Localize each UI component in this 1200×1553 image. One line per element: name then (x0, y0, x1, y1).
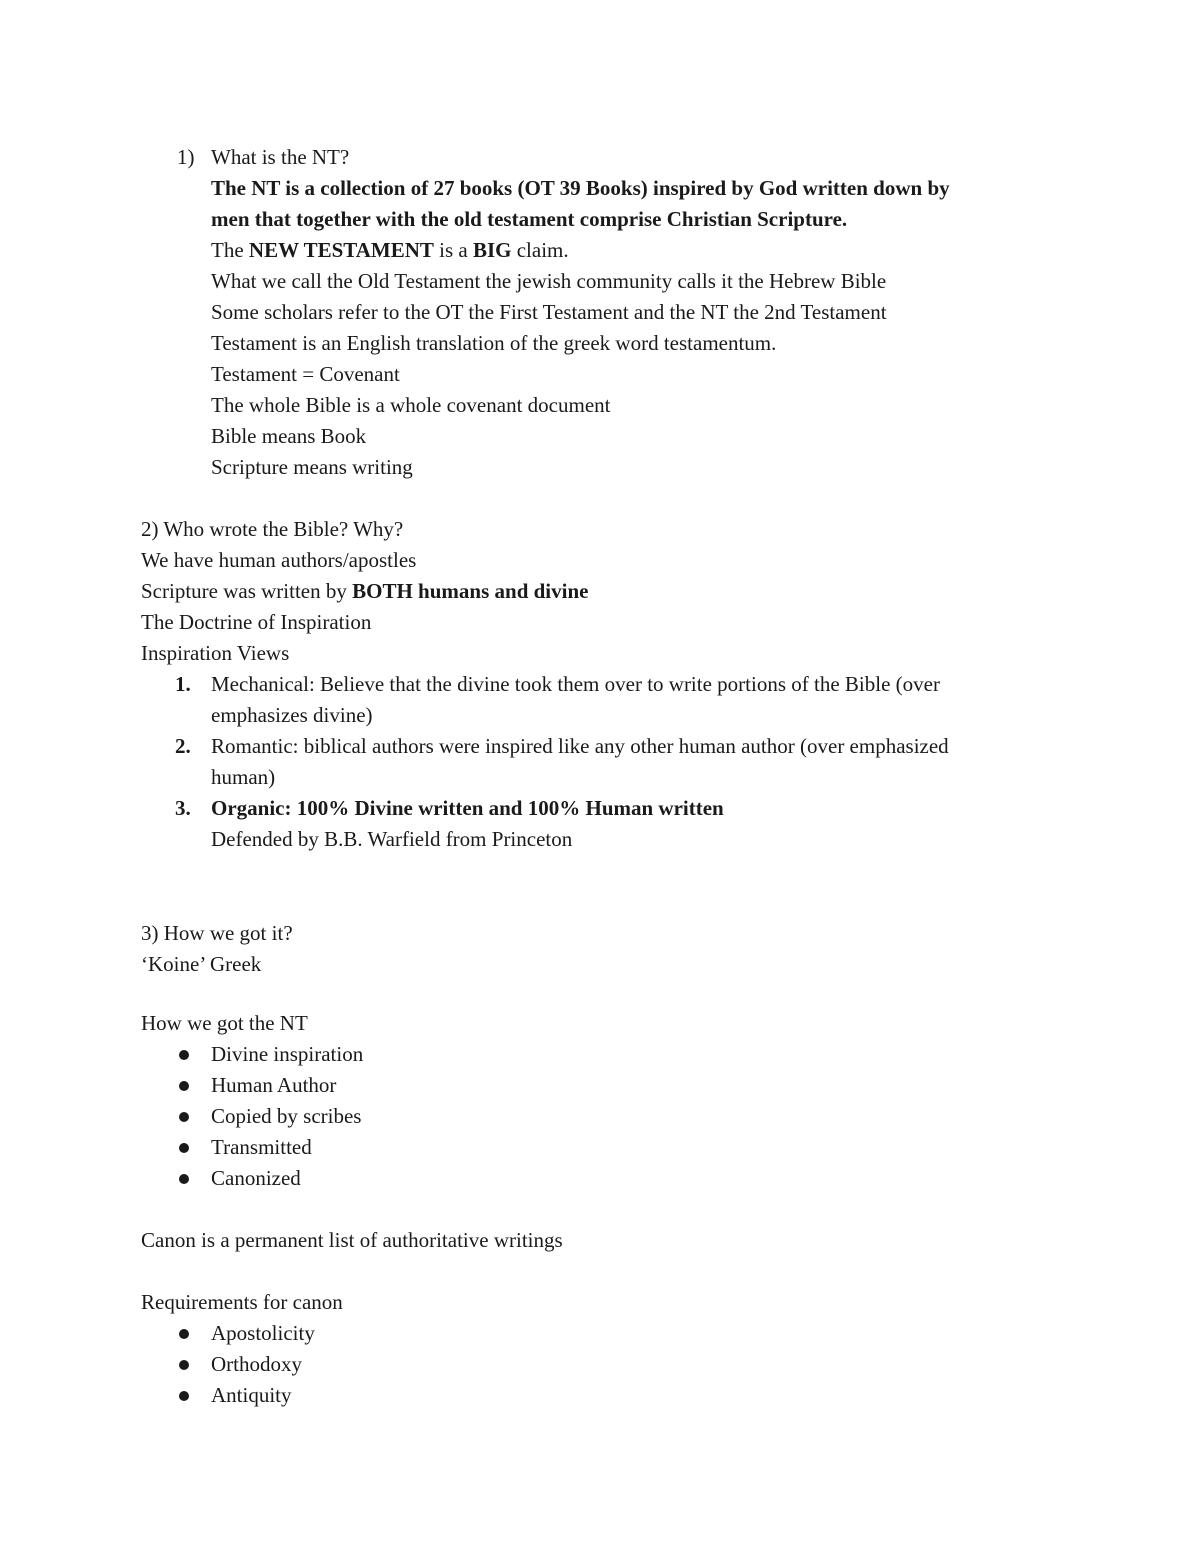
list-item: Canonized (211, 1166, 301, 1190)
question-heading: 3) How we got it? (141, 921, 293, 945)
bullet-icon (179, 1391, 189, 1401)
list-heading: Requirements for canon (141, 1290, 343, 1314)
list-item: Human Author (211, 1073, 337, 1097)
list-item: Organic: 100% Divine written and 100% Human written (211, 796, 724, 820)
list-item: Divine inspiration (211, 1042, 364, 1066)
list-item: Antiquity (211, 1383, 292, 1407)
question-number: 1) (177, 145, 195, 169)
list-number: 2. (175, 734, 191, 758)
claim-text: is a (433, 238, 473, 262)
list-number: 3. (175, 796, 191, 820)
note-line: Testament is an English translation of the greek word testamentum. (211, 331, 777, 355)
text-fragment: Scripture was written by (141, 579, 353, 603)
note-line: Testament = Covenant (211, 362, 400, 386)
list-item-continuation: emphasizes divine) (211, 703, 373, 727)
text-line: ‘Koine’ Greek (141, 952, 262, 976)
text-line: We have human authors/apostles (141, 548, 417, 572)
note-line: Some scholars refer to the OT the First Testament and the NT the 2nd Testament (211, 300, 887, 324)
list-item: Mechanical: Believe that the divine took them over to write portions of the Bible (over (211, 672, 940, 696)
question-heading: What is the NT? (211, 145, 350, 169)
list-item: Orthodoxy (211, 1352, 302, 1376)
bullet-icon (179, 1360, 189, 1370)
claim-emphasis: NEW TESTAMENT (248, 238, 434, 262)
list-item-continuation: Defended by B.B. Warfield from Princeton (211, 827, 573, 851)
text-line: The Doctrine of Inspiration (141, 610, 372, 634)
question-heading: 2) Who wrote the Bible? Why? (141, 517, 404, 541)
list-item: Apostolicity (211, 1321, 315, 1345)
bullet-icon (179, 1112, 189, 1122)
note-line: Scripture means writing (211, 455, 413, 479)
list-heading: Inspiration Views (141, 641, 290, 665)
text-emphasis: BOTH humans and divine (352, 579, 589, 603)
note-line: Bible means Book (211, 424, 367, 448)
bullet-icon (179, 1174, 189, 1184)
list-item: Transmitted (211, 1135, 312, 1159)
list-heading: How we got the NT (141, 1011, 308, 1035)
bullet-icon (179, 1329, 189, 1339)
claim-text: claim. (511, 238, 569, 262)
bullet-icon (179, 1050, 189, 1060)
definition-line: The NT is a collection of 27 books (OT 39 Books) inspired by God written down by (211, 176, 950, 200)
list-item-continuation: human) (211, 765, 276, 789)
text-line (141, 577, 588, 605)
list-number: 1. (175, 672, 191, 696)
claim-line (211, 236, 569, 264)
note-line: What we call the Old Testament the jewish community calls it the Hebrew Bible (211, 269, 887, 293)
claim-emphasis: BIG (472, 238, 512, 262)
note-line: The whole Bible is a whole covenant document (211, 393, 611, 417)
claim-text: The (211, 238, 249, 262)
bullet-icon (179, 1081, 189, 1091)
definition-line: men that together with the old testament comprise Christian Scripture. (211, 207, 848, 231)
bullet-icon (179, 1143, 189, 1153)
text-line: Canon is a permanent list of authoritative writings (141, 1228, 563, 1252)
list-item: Romantic: biblical authors were inspired like any other human author (over emphasized (211, 734, 949, 758)
list-item: Copied by scribes (211, 1104, 362, 1128)
